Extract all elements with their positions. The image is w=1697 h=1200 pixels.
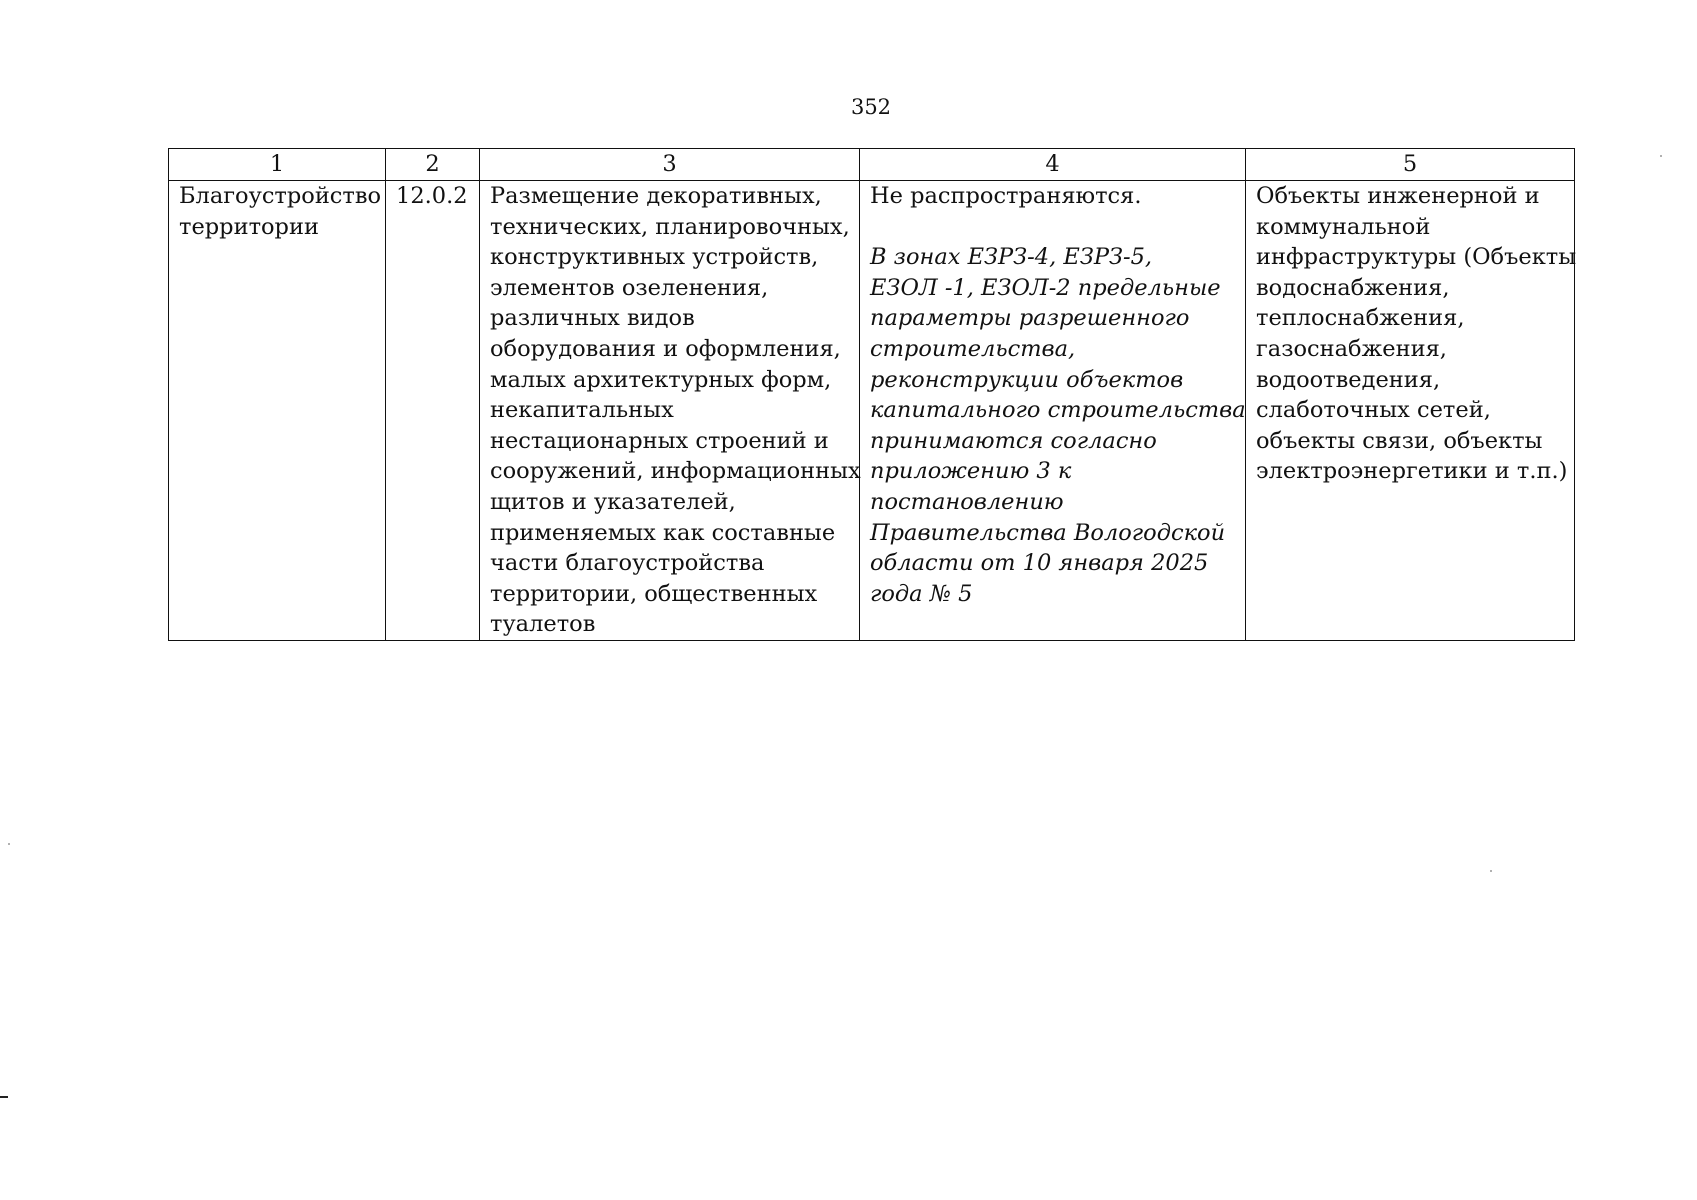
description-line: конструктивных устройств, (490, 244, 819, 271)
italic-line: параметры разрешенного (870, 305, 1190, 332)
spacer-line (870, 212, 1237, 243)
italic-line: области от 10 января 2025 (870, 550, 1209, 577)
scan-margin-mark (0, 1096, 8, 1098)
description-line: оборудования и оформления, (490, 335, 841, 362)
use-type-name-line: Благоустройство (179, 183, 382, 209)
description-line: применяемых как составные (490, 519, 836, 546)
use-type-name-cell (169, 181, 386, 641)
use-type-code-cell (386, 181, 480, 641)
column-number-2: 2 (386, 149, 480, 181)
auxiliary-objects-line: Объекты инженерной и (1256, 183, 1540, 209)
italic-line: строительства, (870, 335, 1076, 362)
auxiliary-objects-line: водоснабжения, (1256, 274, 1450, 301)
column-number-4: 4 (860, 149, 1246, 181)
page-number: 352 (850, 95, 892, 119)
use-type-name-line: территории (179, 213, 319, 240)
italic-line: В зонах ЕЗРЗ-4, ЕЗРЗ-5, (870, 244, 1153, 271)
use-type-code: 12.0.2 (396, 183, 468, 209)
land-use-table (168, 148, 1575, 641)
description-line: щитов и указателей, (490, 488, 736, 515)
auxiliary-objects-cell (1246, 181, 1575, 641)
auxiliary-objects-line: водоотведения, (1256, 366, 1441, 393)
auxiliary-objects-line: теплоснабжения, (1256, 305, 1465, 332)
description-line: некапитальных (490, 397, 674, 424)
limit-parameters-italic (870, 242, 1246, 609)
auxiliary-objects-line: слаботочных сетей, (1256, 397, 1491, 424)
scan-speck (1660, 155, 1662, 157)
italic-line: ЕЗОЛ -1, ЕЗОЛ-2 предельные (870, 274, 1221, 301)
italic-line: реконструкции объектов (870, 366, 1184, 393)
use-type-description-cell (480, 181, 860, 641)
description-line: элементов озеленения, (490, 274, 769, 301)
italic-line: принимаются согласно (870, 427, 1157, 454)
italic-line: постановлению (870, 488, 1064, 515)
description-line: технических, планировочных, (490, 213, 850, 240)
description-line: различных видов (490, 305, 695, 332)
description-line: части благоустройства (490, 550, 765, 577)
auxiliary-objects-line: объекты связи, объекты (1256, 427, 1543, 454)
limit-parameters-cell (860, 181, 1246, 641)
auxiliary-objects-line: электроэнергетики и т.п.) (1256, 458, 1568, 485)
description-line: Размещение декоративных, (490, 183, 822, 209)
description-line: сооружений, информационных (490, 458, 861, 485)
italic-line: года № 5 (870, 580, 973, 607)
scan-speck (1490, 870, 1492, 872)
description-line: туалетов (490, 611, 596, 638)
italic-line: приложению 3 к (870, 458, 1072, 485)
column-number-1: 1 (169, 149, 386, 181)
description-line: территории, общественных (490, 580, 818, 607)
scan-speck (8, 843, 10, 845)
description-line: нестационарных строений и (490, 427, 829, 454)
limit-parameters-plain: Не распространяются. (870, 183, 1142, 209)
description-line: малых архитектурных форм, (490, 366, 832, 393)
italic-line: Правительства Вологодской (870, 519, 1226, 546)
table-header-row (169, 149, 1575, 181)
auxiliary-objects-line: газоснабжения, (1256, 335, 1447, 362)
auxiliary-objects-line: коммунальной (1256, 213, 1431, 240)
italic-line: капитального строительства (870, 397, 1246, 424)
auxiliary-objects-line: инфраструктуры (Объекты (1256, 244, 1577, 271)
column-number-3: 3 (480, 149, 860, 181)
column-number-5: 5 (1246, 149, 1575, 181)
table-row (169, 181, 1575, 641)
